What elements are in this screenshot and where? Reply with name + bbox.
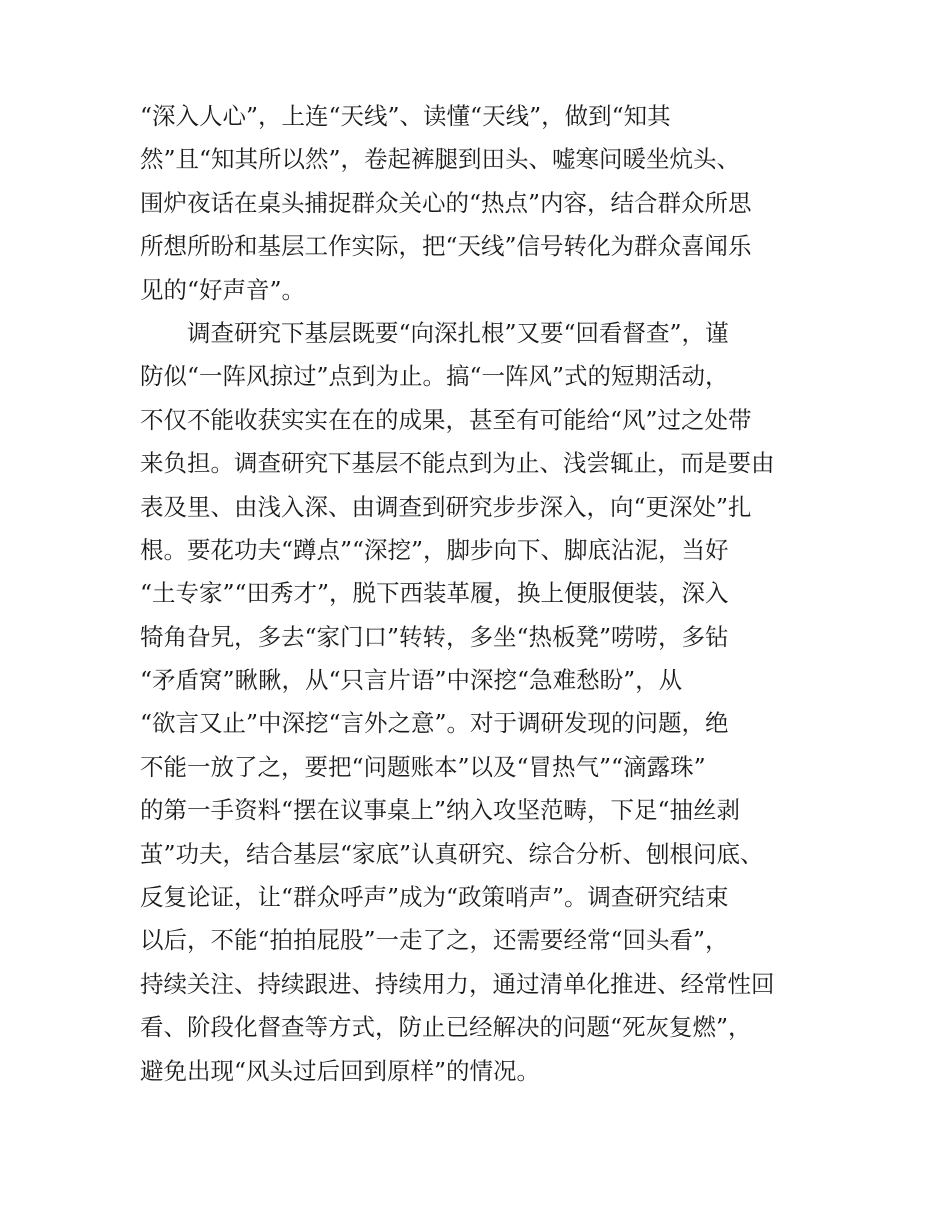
text-line: 表及里、由浅入深、由调查到研究步步深入，向“更深处”扎: [140, 492, 752, 521]
text-line: 所想所盼和基层工作实际，把“天线”信号转化为群众喜闻乐: [140, 232, 752, 261]
text-line: 看、阶段化督查等方式，防止已经解决的问题“死灰复燃”，: [140, 1013, 752, 1042]
text-line: 茧”功夫，结合基层“家底”认真研究、综合分析、刨根问底、: [140, 839, 764, 868]
text-line: “深入人心”，上连“天线”、读懂“天线”，做到“知其: [140, 102, 671, 130]
text-line: 反复论证，让“群众呼声”成为“政策哨声”。调查研究结束: [140, 883, 729, 912]
text-line: 然”且“知其所以然”，卷起裤腿到田头、嘘寒问暖坐炕头、: [140, 145, 741, 174]
text-line: 围炉夜话在桌头捕捉群众关心的“热点”内容，结合群众所思: [140, 188, 752, 217]
body-text: [140, 95, 830, 1093]
text-line: 根。要花功夫“蹲点”“深挖”，脚步向下、脚底沾泥，当好: [140, 535, 729, 564]
text-line: 的第一手资料“摆在议事桌上”纳入攻坚范畴，下足“抽丝剥: [140, 796, 741, 825]
text-line: 持续关注、持续跟进、持续用力，通过清单化推进、经常性回: [140, 969, 775, 998]
paragraph-2: [140, 312, 830, 1093]
text-line: 不能一放了之，要把“问题账本”以及“冒热气”“滴露珠”: [140, 752, 706, 781]
text-line: 见的“好声音”。: [140, 275, 306, 304]
text-line: 来负担。调查研究下基层不能点到为止、浅尝辄止，而是要由: [140, 449, 775, 478]
text-line: 不仅不能收获实实在在的成果，甚至有可能给“风”过之处带: [140, 405, 752, 434]
text-line: “矛盾窝”瞅瞅，从“只言片语”中深挖“急难愁盼”，从: [140, 666, 683, 695]
text-line: “欲言又止”中深挖“言外之意”。对于调研发现的问题，绝: [140, 709, 729, 738]
text-line: 犄角旮旯，多去“家门口”转转，多坐“热板凳”唠唠，多钻: [140, 622, 729, 651]
text-line: 以后，不能“拍拍屁股”一走了之，还需要经常“回头看”，: [140, 926, 729, 955]
text-line: 调查研究下基层既要“向深扎根”又要“回看督查”，谨: [187, 318, 729, 347]
paragraph-1: [140, 95, 830, 312]
text-line: “土专家”“田秀才”，脱下西装革履，换上便服便装，深入: [140, 579, 729, 608]
text-line: 防似“一阵风掠过”点到为止。搞“一阵风”式的短期活动，: [140, 362, 729, 391]
text-line: 避免出现“风头过后回到原样”的情况。: [140, 1056, 541, 1085]
